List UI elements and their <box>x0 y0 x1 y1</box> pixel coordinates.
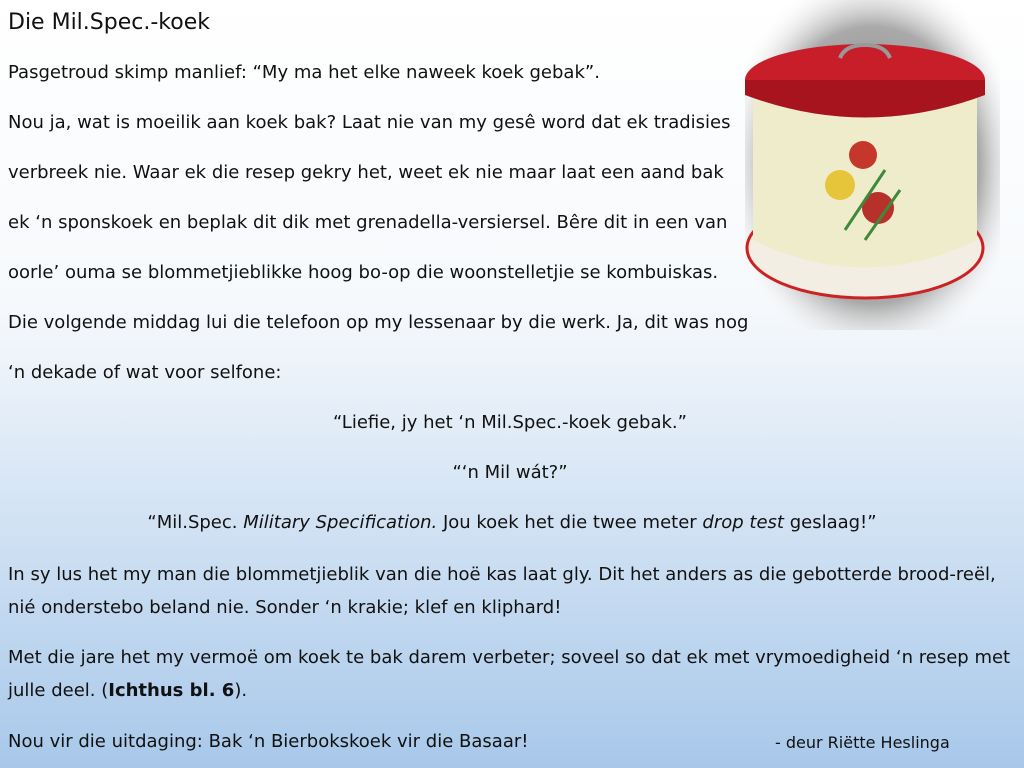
text-line: verbreek nie. Waar ek die resep gekry het, weet ek nie maar laat een aand bak <box>8 162 724 183</box>
text-line: Met die jare het my vermoë om koek te bak darem verbeter; soveel so dat ek met vrymoedigheid ‘n resep met <box>8 647 1011 668</box>
text-line: Nou ja, wat is moeilik aan koek bak? Laat nie van my gesê word dat ek tradisies <box>8 112 731 133</box>
text-line: nié onderstebo beland nie. Sonder ‘n krakie; klef en kliphard! <box>8 597 562 618</box>
text-line: oorle’ ouma se blommetjieblikke hoog bo-op die woonstelletjie se kombuiskas. <box>8 262 719 283</box>
page-title: Die Mil.Spec.-koek <box>8 10 210 35</box>
quote-line: “‘n Mil wát?” <box>452 462 568 483</box>
text-line: Nou vir die uitdaging: Bak ‘n Bierbokskoek vir die Basaar! <box>8 731 529 752</box>
text-line: ‘n dekade of wat voor selfone: <box>8 362 282 383</box>
text-line: ek ‘n sponskoek en beplak dit dik met grenadella-versiersel. Bêre dit in een van <box>8 212 728 233</box>
text-line: Die volgende middag lui die telefoon op my lessenaar by die werk. Ja, dit was nog <box>8 312 749 333</box>
quote-line: “Liefie, jy het ‘n Mil.Spec.-koek gebak.” <box>333 412 687 433</box>
author: - deur Riëtte Heslinga <box>775 733 950 752</box>
cake-tin-image <box>745 0 1000 330</box>
text-line: Pasgetroud skimp manlief: “My ma het elke naweek koek gebak”. <box>8 62 600 83</box>
text-line: In sy lus het my man die blommetjieblik van die hoë kas laat gly. Dit het anders as die gebotterde brood-reël, <box>8 564 996 585</box>
quote-line: “Mil.Spec. Military Specification. Jou koek het die twee meter drop test geslaag!” <box>147 512 877 533</box>
text-line: julle deel. (Ichthus bl. 6). <box>8 680 248 701</box>
